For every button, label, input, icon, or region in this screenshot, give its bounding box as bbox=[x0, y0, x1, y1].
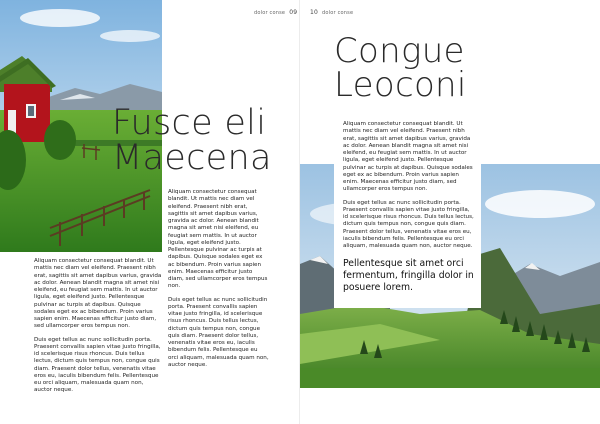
paragraph: Duis eget tellus ac nunc sollicitudin porta. Praesent convallis sapien vitae justo fringilla, id scelerisque risus rhoncus. Duis tellus lectus, dictum quis tempus non, congue quis diam. Praesent dolor tellus, venenatis vitae eros eu, iaculis bibendum felis. Pellentesque eu orci aliquam, malesuada quam non, auctor neque. bbox=[343, 199, 474, 249]
paragraph: Aliquam consectetur consequat blandit. Ut mattis nec diam vel eleifend. Praesent nibh erat, sagittis sit amet dapibus varius, gravida ac dolor. Aenean blandit magna sit amet nisi eleifend, eu feugiat sem mattis. In ut auctor ligula, eget eleifend justo. Pellentesque pulvinar ac turpis at dapibus. Quisque sodales eget ex ac bibendum. Proin varius sapien enim. Maecenas efficitur justo diam, sed ullamcorper eros tempus non. bbox=[168, 189, 268, 290]
left-title-line-1: Fusce eli bbox=[112, 103, 267, 143]
right-title-line-1: Congue bbox=[334, 31, 465, 71]
paragraph: Duis eget tellus ac nunc sollicitudin porta. Praesent convallis sapien vitae justo fringilla, id scelerisque risus rhoncus. Duis tellus lectus, dictum quis tempus non, congue quis diam. Praesent dolor tellus, venenatis vitae eros eu, iaculis bibendum felis. Pellentesque eu orci aliquam, malesuada quam non, auctor neque. bbox=[168, 296, 269, 368]
left-folio-text: dolor conse bbox=[254, 10, 286, 16]
right-page-title bbox=[334, 31, 467, 105]
paragraph: Aliquam consectetur consequat blandit. Ut mattis nec diam vel eleifend. Praesent nibh erat, sagittis sit amet dapibus varius, gravida ac dolor. Aenean blandit magna sit amet nisi eleifend, eu feugiat sem mattis. In ut auctor ligula, eget eleifend justo. Pellentesque pulvinar ac turpis at dapibus. Quisque sodales eget ex ac bibendum. Proin varius sapien enim. Maecenas efficitur justo diam, sed ullamcorper eros tempus non. bbox=[343, 121, 473, 193]
right-body-column bbox=[343, 121, 475, 256]
paragraph: Duis eget tellus ac nunc sollicitudin porta. Praesent convallis sapien vitae justo fringilla, id scelerisque risus rhoncus. Duis tellus lectus, dictum quis tempus non, congue quis diam. Praesent dolor tellus, venenatis vitae eros eu, iaculis bibendum felis. Pellentesque eu orci aliquam, malesuada quam non, auctor neque. bbox=[34, 336, 161, 394]
left-page-title bbox=[112, 103, 272, 178]
right-folio-text: dolor conse bbox=[322, 10, 354, 16]
left-body-column-2 bbox=[168, 189, 269, 375]
right-title-line-2: Leoconi bbox=[334, 65, 467, 105]
right-page-number: 10 bbox=[310, 9, 319, 16]
right-folio bbox=[306, 9, 353, 16]
paragraph: Aliquam consectetur consequat blandit. Ut mattis nec diam vel eleifend. Praesent nibh erat, sagittis sit amet dapibus varius, gravida ac dolor. Aenean blandit magna sit amet nisi eleifend, eu feugiat sem mattis. In ut auctor ligula, eget eleifend justo. Pellentesque pulvinar ac turpis at dapibus. Quisque sodales eget ex ac bibendum. Proin varius sapien enim. Maecenas efficitur justo diam, sed ullamcorper eros tempus non. bbox=[34, 258, 162, 330]
left-title-line-2: Maecena bbox=[112, 138, 272, 178]
pull-quote: Pellentesque sit amet orci fermentum, fringilla dolor in posuere lorem. bbox=[343, 258, 474, 293]
left-folio bbox=[254, 9, 300, 16]
left-body-column-1 bbox=[34, 258, 162, 401]
left-page-number: 09 bbox=[289, 9, 298, 16]
